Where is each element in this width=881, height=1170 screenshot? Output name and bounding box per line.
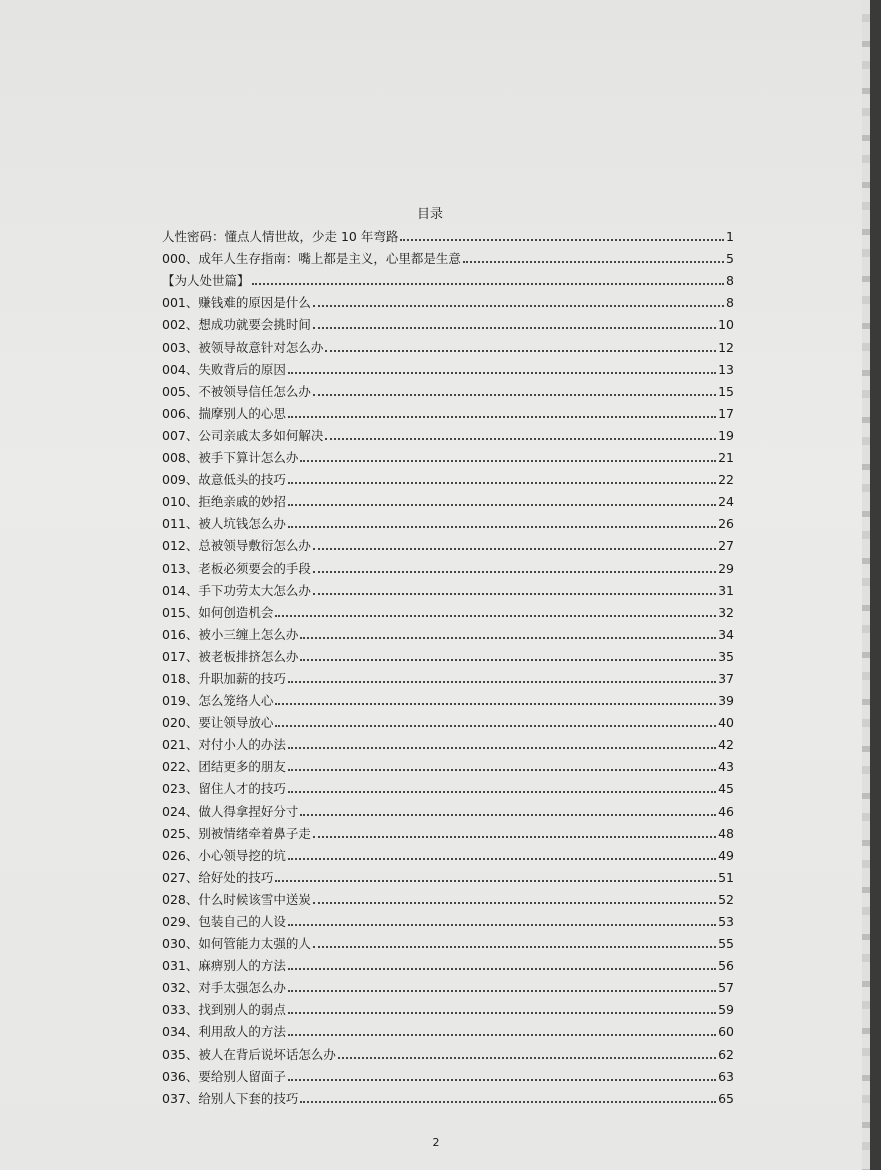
toc-entry xyxy=(162,709,734,731)
toc-entry xyxy=(162,267,734,289)
toc-entry-label: 033、找到别人的弱点 xyxy=(162,1002,286,1018)
toc-entry xyxy=(162,400,734,422)
toc-entry-page: 60 xyxy=(718,1024,734,1040)
toc-entry-label: 031、麻痹别人的方法 xyxy=(162,958,286,974)
toc-entry-label: 022、团结更多的朋友 xyxy=(162,759,286,775)
toc-leader-dots xyxy=(313,394,716,396)
toc-entry-label: 021、对付小人的办法 xyxy=(162,737,286,753)
toc-entry-label: 034、利用敌人的方法 xyxy=(162,1024,286,1040)
toc-entry xyxy=(162,753,734,775)
toc-entry-label: 025、别被情绪牵着鼻子走 xyxy=(162,825,311,841)
toc-leader-dots xyxy=(325,350,716,352)
toc-entry xyxy=(162,466,734,488)
toc-entry-label: 018、升职加薪的技巧 xyxy=(162,670,286,686)
toc-entry-page: 8 xyxy=(726,295,734,311)
toc-list xyxy=(162,223,734,1107)
toc-leader-dots xyxy=(288,416,716,418)
toc-entry-label: 002、想成功就要会挑时间 xyxy=(162,317,311,333)
toc-entry xyxy=(162,886,734,908)
toc-entry-page: 48 xyxy=(718,825,734,841)
toc-entry-page: 42 xyxy=(718,737,734,753)
toc-entry-page: 65 xyxy=(718,1090,734,1106)
toc-leader-dots xyxy=(338,1057,716,1059)
toc-entry-label: 007、公司亲戚太多如何解决 xyxy=(162,427,324,443)
toc-entry xyxy=(162,1085,734,1107)
toc-entry-label: 004、失败背后的原因 xyxy=(162,361,286,377)
scanner-edge xyxy=(862,0,881,1170)
toc-entry-label: 000、成年人生存指南：嘴上都是主义，心里都是生意 xyxy=(162,251,461,267)
toc-entry xyxy=(162,356,734,378)
toc-entry-label: 【为人处世篇】 xyxy=(162,273,250,289)
toc-entry-label: 017、被老板排挤怎么办 xyxy=(162,648,299,664)
toc-entry-label: 028、什么时候该雪中送炭 xyxy=(162,891,311,907)
toc-entry xyxy=(162,731,734,753)
toc-leader-dots xyxy=(275,703,716,705)
toc-entry-label: 027、给好处的技巧 xyxy=(162,869,274,885)
toc-leader-dots xyxy=(288,482,716,484)
toc-entry-page: 24 xyxy=(718,494,734,510)
toc-entry-page: 46 xyxy=(718,803,734,819)
toc-entry-label: 010、拒绝亲戚的妙招 xyxy=(162,494,286,510)
toc-entry-page: 17 xyxy=(718,405,734,421)
toc-leader-dots xyxy=(463,261,724,263)
toc-leader-dots xyxy=(288,858,716,860)
toc-entry xyxy=(162,510,734,532)
toc-entry-page: 52 xyxy=(718,891,734,907)
toc-entry-label: 011、被人坑钱怎么办 xyxy=(162,516,286,532)
toc-entry xyxy=(162,532,734,554)
toc-entry xyxy=(162,289,734,311)
toc-entry-label: 008、被手下算计怎么办 xyxy=(162,450,299,466)
toc-entry-label: 人性密码：懂点人情世故，少走 10 年弯路 xyxy=(162,229,399,245)
toc-leader-dots xyxy=(300,637,716,639)
toc-entry-page: 29 xyxy=(718,560,734,576)
toc-entry xyxy=(162,311,734,333)
toc-entry-page: 40 xyxy=(718,715,734,731)
toc-entry xyxy=(162,1040,734,1062)
toc-leader-dots xyxy=(288,769,716,771)
toc-leader-dots xyxy=(288,791,716,793)
toc-entry-page: 19 xyxy=(718,427,734,443)
toc-entry-page: 10 xyxy=(718,317,734,333)
toc-leader-dots xyxy=(288,1079,716,1081)
toc-entry-label: 019、怎么笼络人心 xyxy=(162,693,274,709)
toc-entry-page: 43 xyxy=(718,759,734,775)
toc-entry-page: 8 xyxy=(726,273,734,289)
toc-leader-dots xyxy=(288,681,716,683)
toc-entry xyxy=(162,554,734,576)
toc-entry-label: 024、做人得拿捏好分寸 xyxy=(162,803,299,819)
toc-leader-dots xyxy=(313,571,716,573)
toc-entry xyxy=(162,775,734,797)
toc-entry xyxy=(162,643,734,665)
page-number: 2 xyxy=(432,1136,440,1149)
toc-leader-dots xyxy=(288,372,716,374)
toc-entry xyxy=(162,996,734,1018)
toc-leader-dots xyxy=(275,880,716,882)
toc-entry xyxy=(162,908,734,930)
toc-entry-page: 13 xyxy=(718,361,734,377)
toc-title: 目录 xyxy=(416,207,443,222)
toc-entry xyxy=(162,223,734,245)
toc-entry-label: 015、如何创造机会 xyxy=(162,604,274,620)
toc-leader-dots xyxy=(313,305,724,307)
toc-leader-dots xyxy=(400,239,724,241)
toc-entry-page: 56 xyxy=(718,958,734,974)
toc-entry-page: 12 xyxy=(718,339,734,355)
toc-entry-page: 49 xyxy=(718,847,734,863)
toc-entry xyxy=(162,444,734,466)
toc-entry-page: 21 xyxy=(718,450,734,466)
toc-entry-page: 26 xyxy=(718,516,734,532)
toc-entry-label: 009、故意低头的技巧 xyxy=(162,472,286,488)
toc-leader-dots xyxy=(288,747,716,749)
toc-leader-dots xyxy=(288,1012,716,1014)
toc-entry-label: 032、对手太强怎么办 xyxy=(162,980,286,996)
toc-entry xyxy=(162,422,734,444)
toc-leader-dots xyxy=(313,902,716,904)
toc-entry-page: 51 xyxy=(718,869,734,885)
toc-leader-dots xyxy=(252,283,725,285)
toc-entry xyxy=(162,1063,734,1085)
toc-leader-dots xyxy=(288,968,716,970)
toc-entry-label: 003、被领导故意针对怎么办 xyxy=(162,339,324,355)
toc-entry-page: 57 xyxy=(718,980,734,996)
toc-entry-page: 35 xyxy=(718,648,734,664)
toc-entry xyxy=(162,1018,734,1040)
toc-entry-page: 31 xyxy=(718,582,734,598)
toc-entry-page: 22 xyxy=(718,472,734,488)
toc-leader-dots xyxy=(313,836,716,838)
toc-entry xyxy=(162,665,734,687)
toc-entry-page: 63 xyxy=(718,1068,734,1084)
toc-entry xyxy=(162,577,734,599)
toc-entry-page: 62 xyxy=(718,1046,734,1062)
toc-entry-label: 029、包装自己的人设 xyxy=(162,914,286,929)
toc-leader-dots xyxy=(275,615,716,617)
toc-entry-label: 016、被小三缠上怎么办 xyxy=(162,626,299,642)
toc-entry-label: 013、老板必须要会的手段 xyxy=(162,560,311,576)
toc-entry xyxy=(162,842,734,864)
toc-leader-dots xyxy=(300,659,716,661)
toc-leader-dots xyxy=(313,548,716,550)
toc-entry-page: 1 xyxy=(726,229,734,245)
toc-leader-dots xyxy=(288,526,716,528)
toc-entry-label: 014、手下功劳太大怎么办 xyxy=(162,582,311,598)
toc-entry-label: 036、要给别人留面子 xyxy=(162,1068,286,1084)
toc-entry-page: 5 xyxy=(726,251,734,267)
toc-entry-page: 27 xyxy=(718,538,734,554)
toc-entry xyxy=(162,333,734,355)
toc-entry-label: 030、如何管能力太强的人 xyxy=(162,936,311,952)
toc-entry-label: 023、留住人才的技巧 xyxy=(162,781,286,797)
toc-leader-dots xyxy=(313,327,716,329)
toc-entry xyxy=(162,378,734,400)
toc-entry-label: 001、赚钱难的原因是什么 xyxy=(162,295,311,311)
toc-entry-page: 32 xyxy=(718,604,734,620)
toc-entry-label: 037、给别人下套的技巧 xyxy=(162,1090,299,1106)
toc-entry-label: 006、揣摩别人的心思 xyxy=(162,405,286,421)
toc-entry-page: 37 xyxy=(718,670,734,686)
toc-entry xyxy=(162,245,734,267)
toc-leader-dots xyxy=(313,593,716,595)
toc-leader-dots xyxy=(300,460,716,462)
toc-entry xyxy=(162,864,734,886)
toc-leader-dots xyxy=(288,1034,716,1036)
toc-entry xyxy=(162,621,734,643)
toc-entry xyxy=(162,687,734,709)
toc-entry xyxy=(162,599,734,621)
toc-entry xyxy=(162,974,734,996)
toc-entry xyxy=(162,930,734,952)
toc-entry-label: 035、被人在背后说坏话怎么办 xyxy=(162,1046,336,1062)
toc-entry-page: 45 xyxy=(718,781,734,797)
toc-entry-label: 005、不被领导信任怎么办 xyxy=(162,383,311,399)
toc-leader-dots xyxy=(300,1101,716,1103)
toc-leader-dots xyxy=(313,946,716,948)
toc-entry xyxy=(162,952,734,974)
toc-entry-page: 59 xyxy=(718,1002,734,1018)
toc-leader-dots xyxy=(288,924,716,926)
toc-entry-page: 55 xyxy=(718,936,734,952)
toc-entry xyxy=(162,488,734,510)
toc-leader-dots xyxy=(275,725,716,727)
toc-entry-page: 39 xyxy=(718,693,734,709)
toc-leader-dots xyxy=(288,990,716,992)
toc-entry-page: 53 xyxy=(718,914,734,929)
toc-entry-page: 15 xyxy=(718,383,734,399)
toc-leader-dots xyxy=(288,504,716,506)
toc-entry-label: 026、小心领导挖的坑 xyxy=(162,847,286,863)
toc-leader-dots xyxy=(325,438,716,440)
toc-entry-page: 34 xyxy=(718,626,734,642)
toc-entry xyxy=(162,797,734,819)
toc-entry-label: 012、总被领导敷衍怎么办 xyxy=(162,538,311,554)
toc-leader-dots xyxy=(300,814,716,816)
toc-entry xyxy=(162,820,734,842)
toc-entry-label: 020、要让领导放心 xyxy=(162,715,274,731)
